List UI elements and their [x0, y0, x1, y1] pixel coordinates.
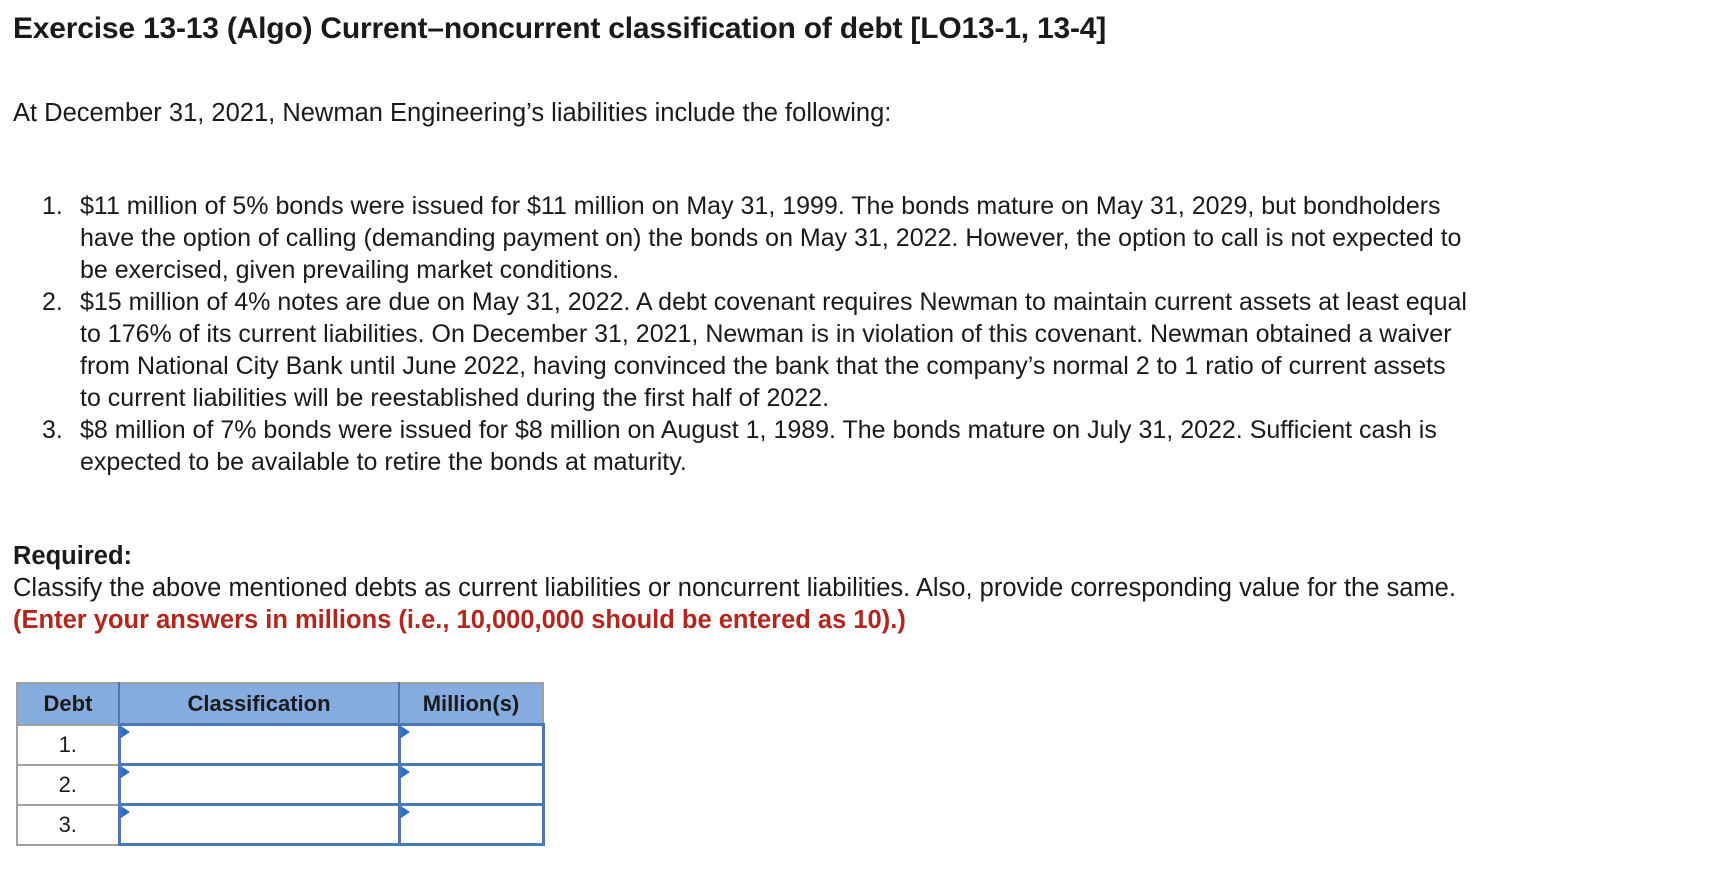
- table-row: [17, 805, 543, 845]
- input-indicator-icon: [401, 726, 410, 738]
- list-item-line: from National City Bank until June 2022, having convinced the bank that the company’s normal 2 to 1 ratio of current assets: [80, 352, 1446, 380]
- list-item: [42, 414, 1642, 478]
- required-section: [13, 540, 1456, 636]
- list-item-line: expected to be available to retire the bonds at maturity.: [80, 448, 687, 476]
- millions-cell: [399, 805, 543, 845]
- column-header-millions: Million(s): [399, 683, 543, 725]
- list-item-number: 3.: [42, 416, 63, 444]
- classification-cell: [119, 765, 399, 805]
- dropdown-indicator-icon: [121, 806, 130, 818]
- table-row: [17, 725, 543, 765]
- list-item-line: be exercised, given prevailing market conditions.: [80, 256, 620, 284]
- list-item: [42, 286, 1642, 414]
- list-item-line: $15 million of 4% notes are due on May 31, 2022. A debt covenant requires Newman to maintain current assets at least equal: [80, 288, 1467, 316]
- millions-input-2[interactable]: [401, 766, 542, 803]
- list-item-line: $11 million of 5% bonds were issued for $11 million on May 31, 1999. The bonds mature on May 31, 2029, but bondholders: [80, 192, 1441, 220]
- list-item-number: 1.: [42, 192, 63, 220]
- millions-cell: [399, 725, 543, 765]
- liabilities-list: [42, 190, 1642, 478]
- list-item-line: to 176% of its current liabilities. On December 31, 2021, Newman is in violation of this covenant. Newman obtained a waiver: [80, 320, 1452, 348]
- table-row: [17, 765, 543, 805]
- list-item-line: $8 million of 7% bonds were issued for $8 million on August 1, 1989. The bonds mature on July 31, 2022. Sufficient cash is: [80, 416, 1437, 444]
- required-heading: Required:: [13, 542, 133, 570]
- millions-input-3[interactable]: [401, 806, 542, 843]
- answer-table: [16, 682, 545, 846]
- input-indicator-icon: [401, 766, 410, 778]
- classification-input-2[interactable]: [121, 766, 398, 803]
- list-item-line: have the option of calling (demanding payment on) the bonds on May 31, 2022. However, the option to call is not expected to: [80, 224, 1462, 252]
- list-item: [42, 190, 1642, 286]
- debt-number: 1.: [17, 725, 119, 765]
- classification-input-3[interactable]: [121, 806, 398, 843]
- millions-cell: [399, 765, 543, 805]
- required-instructions: Classify the above mentioned debts as current liabilities or noncurrent liabilities. Also, provide corresponding value for the same.: [13, 574, 1456, 602]
- list-item-number: 2.: [42, 288, 63, 316]
- list-item-line: to current liabilities will be reestablished during the first half of 2022.: [80, 384, 830, 412]
- dropdown-indicator-icon: [121, 766, 130, 778]
- entry-format-note: (Enter your answers in millions (i.e., 10,000,000 should be entered as 10).): [13, 606, 906, 634]
- debt-number: 3.: [17, 805, 119, 845]
- column-header-classification: Classification: [119, 683, 399, 725]
- classification-input-1[interactable]: [121, 726, 398, 763]
- classification-cell: [119, 725, 399, 765]
- classification-cell: [119, 805, 399, 845]
- column-header-debt: Debt: [17, 683, 119, 725]
- input-indicator-icon: [401, 806, 410, 818]
- table-header-row: [17, 683, 543, 725]
- millions-input-1[interactable]: [401, 726, 542, 763]
- intro-text: At December 31, 2021, Newman Engineering’s liabilities include the following:: [13, 99, 892, 127]
- exercise-title: Exercise 13-13 (Algo) Current–noncurrent classification of debt [LO13-1, 13-4]: [13, 12, 1107, 45]
- dropdown-indicator-icon: [121, 726, 130, 738]
- debt-number: 2.: [17, 765, 119, 805]
